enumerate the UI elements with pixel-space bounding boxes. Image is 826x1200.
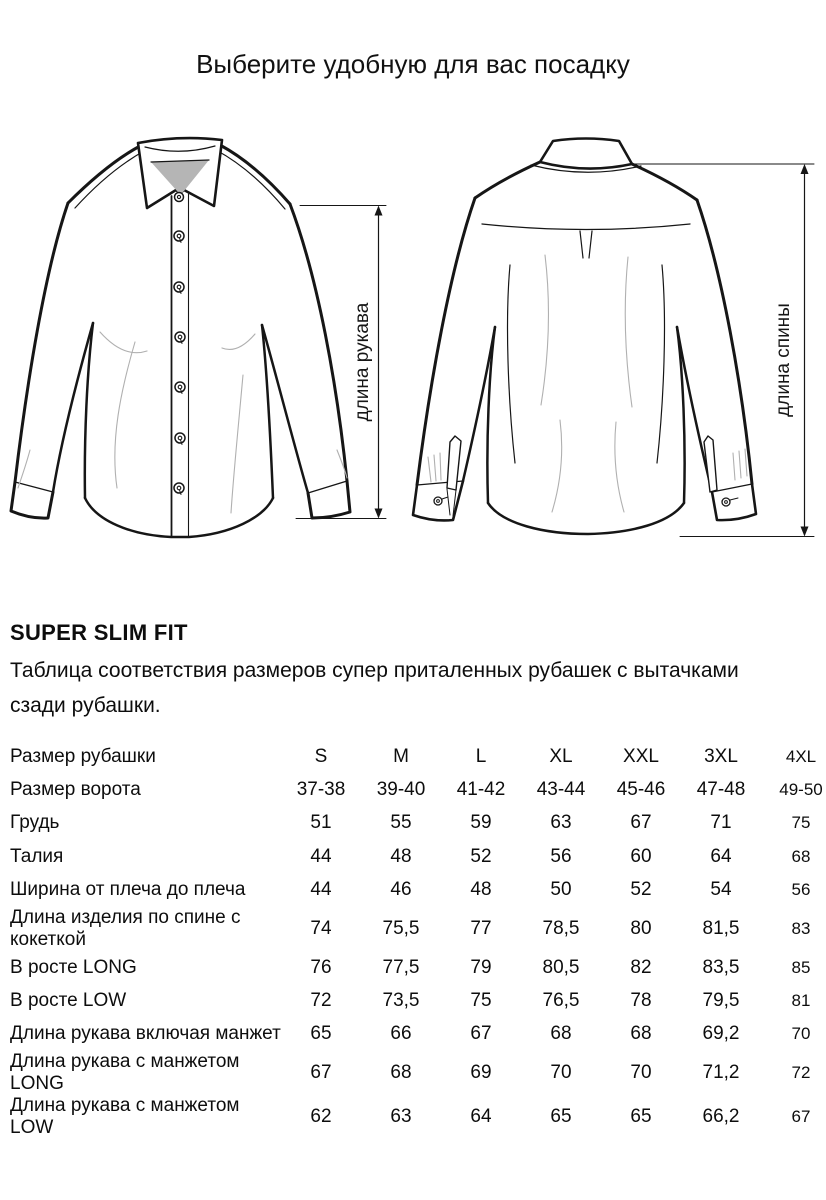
size-value: 63	[550, 812, 572, 834]
size-column-header: 4XL	[785, 746, 817, 766]
table-row	[10, 874, 826, 907]
size-value: 60	[630, 845, 652, 867]
size-value: 52	[470, 845, 492, 867]
arrow-down-icon	[801, 527, 809, 537]
size-value: 67	[791, 1107, 811, 1127]
table-row	[10, 1018, 826, 1051]
size-value: 68	[791, 846, 811, 866]
row-label: Размер рубашки	[10, 745, 156, 767]
arrow-up-icon	[375, 206, 383, 216]
size-value: 80	[630, 917, 652, 939]
size-value: 69	[470, 1062, 492, 1084]
size-value: 78	[630, 990, 652, 1012]
back-collar	[540, 139, 632, 169]
size-value: 70	[550, 1062, 572, 1084]
size-value: 51	[310, 812, 332, 834]
yoke-seam	[482, 224, 690, 230]
size-value: 66	[390, 1023, 412, 1045]
table-row	[10, 1051, 826, 1095]
size-value: 37-38	[296, 779, 346, 801]
page-title: Выберите удобную для вас посадку	[196, 49, 630, 79]
arrow-down-icon	[375, 509, 383, 519]
size-value: 68	[390, 1062, 412, 1084]
size-value: 74	[310, 917, 332, 939]
size-value: 71,2	[702, 1062, 740, 1084]
row-label: Грудь	[10, 812, 60, 834]
size-value: 81,5	[702, 917, 740, 939]
size-value: 66,2	[702, 1106, 740, 1128]
size-value: 72	[791, 1063, 811, 1083]
size-value: 56	[550, 845, 572, 867]
back-fold-shading	[428, 255, 747, 512]
size-value: 64	[470, 1106, 492, 1128]
back-length-label: длина спины	[773, 303, 794, 417]
size-value: 73,5	[382, 990, 420, 1012]
table-row	[10, 951, 826, 984]
fit-description-line: Таблица соответствия размеров супер приталенных рубашек с вытачками	[10, 659, 739, 682]
table-row	[10, 840, 826, 873]
fit-heading: SUPER SLIM FIT	[10, 620, 188, 645]
size-value: 59	[470, 812, 492, 834]
row-label: В росте LOW	[10, 990, 127, 1012]
fit-description-line: сзади рубашки.	[10, 694, 161, 717]
row-label: Длина изделия по спине с кокеткой	[10, 906, 241, 950]
size-value: 39-40	[376, 779, 426, 801]
size-column-header: XXL	[623, 745, 659, 767]
size-value: 76	[310, 956, 332, 978]
size-column-header: L	[475, 745, 487, 767]
size-value: 64	[710, 845, 732, 867]
size-value: 70	[791, 1024, 811, 1044]
size-value: 79	[470, 956, 492, 978]
size-value: 50	[550, 879, 572, 901]
size-column-header: M	[393, 745, 409, 767]
size-value: 83,5	[702, 956, 740, 978]
front-shirt-drawing	[11, 138, 350, 537]
table-row	[10, 1095, 826, 1139]
size-value: 75	[791, 813, 811, 833]
size-value: 45-46	[616, 779, 666, 801]
size-value: 82	[630, 956, 652, 978]
row-label: Ширина от плеча до плеча	[10, 879, 246, 901]
size-value: 85	[791, 957, 811, 977]
row-label: Длина рукава с манжетом LONG	[10, 1051, 240, 1095]
table-row	[10, 984, 826, 1017]
size-table	[10, 740, 826, 1139]
row-label: В росте LONG	[10, 956, 137, 978]
size-value: 71	[710, 812, 732, 834]
size-value: 68	[550, 1023, 572, 1045]
size-value: 80,5	[542, 956, 580, 978]
size-value: 67	[630, 812, 652, 834]
size-value: 75,5	[382, 917, 420, 939]
size-value: 62	[310, 1106, 332, 1128]
size-value: 54	[710, 879, 732, 901]
row-label: Размер ворота	[10, 779, 141, 801]
back-dart-right	[657, 265, 664, 463]
size-value: 72	[310, 990, 332, 1012]
size-value: 44	[310, 879, 332, 901]
size-value: 77,5	[382, 956, 420, 978]
size-value: 52	[630, 879, 652, 901]
size-value: 78,5	[542, 917, 580, 939]
size-value: 47-48	[696, 779, 746, 801]
size-column-header: 3XL	[704, 745, 738, 767]
size-header-row	[10, 740, 826, 773]
size-value: 63	[390, 1106, 412, 1128]
size-value: 56	[791, 880, 811, 900]
fit-description	[10, 653, 820, 723]
back-shirt-drawing	[413, 139, 756, 535]
size-value: 55	[390, 812, 412, 834]
size-value: 65	[550, 1106, 572, 1128]
table-row	[10, 773, 826, 806]
size-value: 77	[470, 917, 492, 939]
size-value: 41-42	[456, 779, 506, 801]
size-value: 75	[470, 990, 492, 1012]
size-column-header: S	[314, 745, 328, 767]
size-value: 76,5	[542, 990, 580, 1012]
table-row	[10, 807, 826, 840]
shirt-measurement-diagram	[0, 120, 826, 620]
back-dart-left	[508, 265, 515, 463]
size-value: 48	[470, 879, 492, 901]
size-value: 67	[310, 1062, 332, 1084]
size-value: 81	[791, 991, 811, 1011]
arrow-up-icon	[801, 164, 809, 174]
size-value: 43-44	[536, 779, 586, 801]
size-value: 79,5	[702, 990, 740, 1012]
size-value: 67	[470, 1023, 492, 1045]
size-value: 44	[310, 845, 332, 867]
size-value: 65	[310, 1023, 332, 1045]
size-value: 65	[630, 1106, 652, 1128]
sleeve-length-label: длина рукава	[352, 302, 373, 422]
size-value: 70	[630, 1062, 652, 1084]
size-value: 69,2	[702, 1023, 740, 1045]
size-value: 49-50	[779, 780, 823, 800]
size-column-header: XL	[549, 745, 573, 767]
row-label: Длина рукава с манжетом LOW	[10, 1095, 240, 1139]
size-value: 46	[390, 879, 412, 901]
size-value: 83	[791, 918, 811, 938]
size-value: 48	[390, 845, 412, 867]
table-row	[10, 907, 826, 951]
row-label: Длина рукава включая манжет	[10, 1023, 281, 1045]
front-buttons	[174, 193, 185, 495]
row-label: Талия	[10, 845, 64, 867]
size-value: 68	[630, 1023, 652, 1045]
